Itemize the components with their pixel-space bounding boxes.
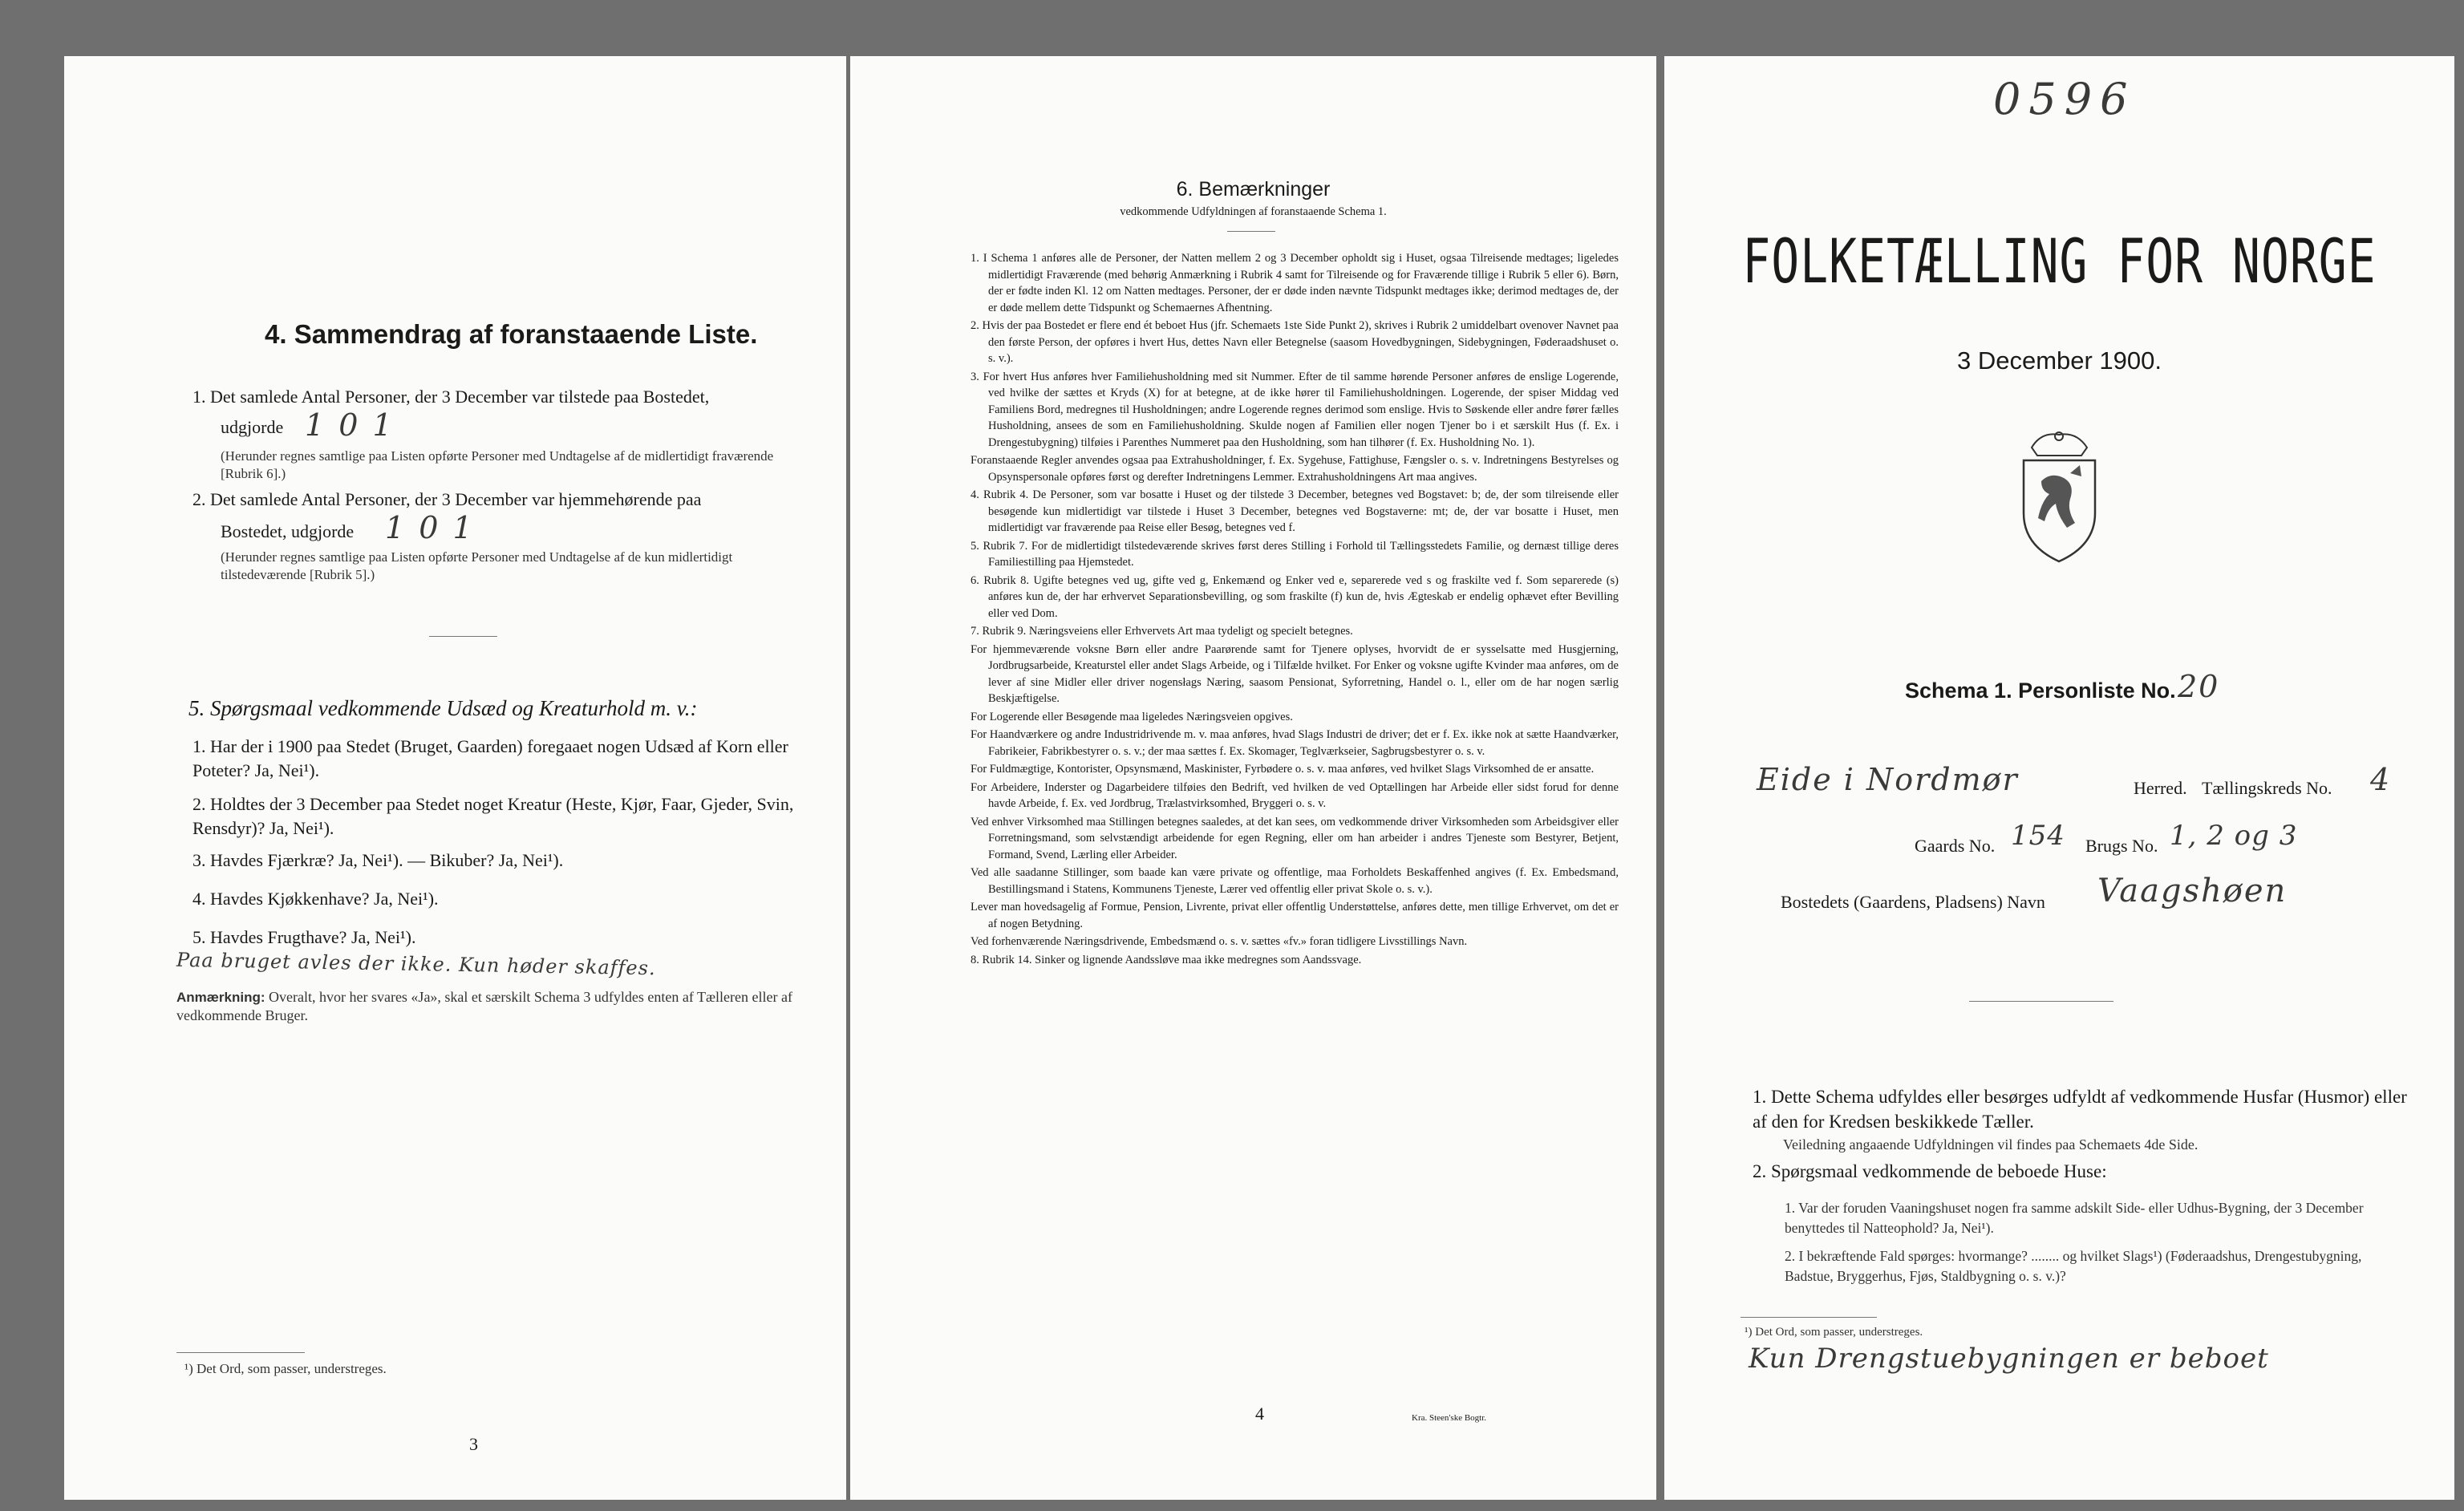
remark-2: 2. Hvis der paa Bostedet er flere end ét beboet Hus (jfr. Schemaets 1ste Side Punkt 2), skrives i Rubrik 2 umiddelbart ovenover Navnet paa den første Person, der opføres i hvert Hus, dettes Navn eller Betegnelse (saasom Hovedbygningen, Sidebygningen, Føderaadshuset o. s. v.). <box>971 319 1619 365</box>
remarks-list <box>971 250 1619 970</box>
footnote-rule <box>176 1352 305 1353</box>
item-1-prefix: udgjorde <box>221 417 284 437</box>
house-question-1: 1. Var der foruden Vaaningshuset nogen fra samme adskilt Side- eller Udhus-Bygning, der 3 December benyttedes til Natteophold? Ja, Nei¹). <box>1785 1200 2364 1236</box>
item-2-text: 2. Det samlede Antal Personer, der 3 December var hjemmehørende paa <box>192 489 702 509</box>
brugs-value: 1, 2 og 3 <box>2170 820 2298 852</box>
house-question-2: 2. I bekræftende Fald spørges: hvormange? ........ og hvilket Slags¹) (Føderaadshus, Drengestubygning, Badstue, Bryggerhus, Fjøs, Staldbygning o. s. v.)? <box>1785 1248 2362 1284</box>
page-number: 4 <box>1255 1404 1264 1424</box>
item-1-handwritten-value: 1 0 1 <box>305 407 395 443</box>
remark-7: 7. Rubrik 9. Næringsveiens eller Erhvervets Art maa tydeligt og specielt betegnes. <box>971 625 1353 638</box>
brugs-label: Brugs No. <box>2085 836 2158 856</box>
gaards-label: Gaards No. <box>1915 836 1996 856</box>
remark-7-e: For Arbeidere, Inderster og Dagarbeidere tilføies den Bedrift, ved hvilken de ved Optællingen har Arbeide eller sidst forud for denne havde Arbeide, f. Ex. ved Jordbrug, Trælastvirksomhed, Bryggeri o. s. v. <box>971 780 1619 810</box>
handwritten-note: Kun Drengstuebygningen er beboet <box>1749 1343 2269 1375</box>
form-title: FOLKETÆLLING FOR NORGE <box>1742 225 2377 298</box>
remark-7-i: Ved forhenværende Næringsdrivende, Embedsmænd o. s. v. sættes «fv.» foran tidligere Livsstillings Navn. <box>971 935 1468 948</box>
remark-7-d: For Fuldmægtige, Kontorister, Opsynsmænd, Maskinister, Fyrbødere o. s. v. maa anføres, ved hvilket Slags Virksomhed de er ansatte. <box>971 763 1595 776</box>
archive-number: 0596 <box>1993 74 2136 124</box>
remark-3-extra: Foranstaaende Regler anvendes ogsaa paa Extrahusholdninger, f. Ex. Sygehuse, Fattighuse, Fængsler o. s. v. Indretningens Bestyrelses og Opsynspersonale opføres først og derefter Indretningens Lemmer. Extrahusholdningens Art maa angives. <box>971 454 1619 484</box>
title-rule <box>1227 231 1275 232</box>
item-1-text: 1. Det samlede Antal Personer, der 3 December var tilstede paa Bostedet, <box>192 387 710 407</box>
remark-7-h: Lever man hovedsagelig af Formue, Pension, Livrente, privat eller offentlig Understøttelse, anføres dette, men tillige Erhvervet, om det er af nogen Betydning. <box>971 901 1619 930</box>
coat-of-arms-icon <box>2017 425 2101 565</box>
remark-1: 1. I Schema 1 anføres alle de Personer, der Natten mellem 2 og 3 December opholdt sig i Huset, ogsaa Tilreisende medtages; ligeledes midlertidigt Fraværende (med behørig Anmærkning i Rubrik 4 samt for Tilreisende og for Fraværende tillige i Rubrik 5 eller 6). Børn, der er fødte inden Kl. 12 om Natten medtages. Personer, der er døde inden nævnte Tidspunkt medtages ikke; derimod medtages de, der er døde mellem dette Tidspunkt og Schemaernes Afhentning. <box>971 252 1619 314</box>
page-3 <box>64 56 846 1500</box>
section-5-title: 5. Spørgsmaal vedkommende Udsæd og Kreaturhold m. v.: <box>188 696 698 720</box>
schema-label: Schema 1. Personliste No. <box>1905 679 2176 703</box>
divider <box>429 636 497 637</box>
form-date: 3 December 1900. <box>1956 346 2162 375</box>
annotation <box>176 988 818 1025</box>
question-1: 1. Har der i 1900 paa Stedet (Bruget, Gaarden) foregaaet nogen Udsæd af Korn eller Poteter? Ja, Nei¹). <box>192 736 788 780</box>
page-4 <box>850 56 1656 1500</box>
remark-7-c: For Haandværkere og andre Industridrivende m. v. maa anføres, hvad Slags Industri de driver; det er f. Ex. ikke nok at sætte Haandværker, Fabrikeier, Fabrikbestyrer o. s. v.; der maa sættes f. Ex. Skomager, Teglværkseier, Sagbrugsbestyrer o. s. v. <box>971 728 1619 758</box>
schema-number: 20 <box>2178 669 2220 704</box>
printer-mark: Kra. Steen'ske Bogtr. <box>1412 1413 1487 1423</box>
footnote: ¹) Det Ord, som passer, understreges. <box>184 1361 387 1376</box>
item-2-prefix: Bostedet, udgjorde <box>221 521 355 541</box>
annotation-text: Overalt, hvor her svares «Ja», skal et særskilt Schema 3 udfyldes enten af Tælleren eller af vedkommende Bruger. <box>176 989 792 1023</box>
instruction-2: 2. Spørgsmaal vedkommende de beboede Huse: <box>1753 1161 2107 1181</box>
annotation-label: Anmærkning: <box>176 990 265 1005</box>
remark-6: 6. Rubrik 8. Ugifte betegnes ved ug, gifte ved g, Enkemænd og Enker ved e, separerede ved s og fraskilte ved f. Som separerede (s) anføres kun de, der har erhvervet Separationsbevilling, og som fraskilte (f) kun de, hvis Ægteskab er endelig ophævet efter Bevilling eller ved Dom. <box>971 573 1619 620</box>
remark-7-g: Ved alle saadanne Stillinger, som baade kan være private og offentlige, maa Forholdets Beskaffenhed angives (f. Ex. Embedsmand, Bestillingsmand i Statens, Kommunens Tjeneste, Lærer ved offentlig eller privat Skole o. s. v.). <box>971 866 1619 896</box>
bosted-label: Bostedets (Gaardens, Pladsens) Navn <box>1781 892 2045 912</box>
kreds-label: Tællingskreds No. <box>2202 778 2332 798</box>
remark-4: 4. Rubrik 4. De Personer, som var bosatte i Huset og der tilstede 3 December, betegnes ved Bogstavet: b; de, der som tilreisende eller besøgende kun midlertidigt var tilstede i Huset 3 December, betegnes ved Bogstaverne: mt; de, der var bosatte i Huset, men midlertidigt var fraværende paa Reise eller Besøg, betegnes ved f. <box>971 488 1619 534</box>
gaards-value: 154 <box>2011 820 2065 852</box>
herred-label: Herred. <box>2134 778 2187 798</box>
bosted-value: Vaagshøen <box>2097 873 2288 909</box>
remarks-title: 6. Bemærkninger <box>1176 178 1331 201</box>
instruction-1-note: Veiledning angaaende Udfyldningen vil findes paa Schemaets 4de Side. <box>1783 1136 2199 1152</box>
question-5: 5. Havdes Frugthave? Ja, Nei¹). <box>192 927 416 947</box>
remark-8: 8. Rubrik 14. Sinker og lignende Aandssløve maa ikke medregnes som Aandssvage. <box>971 953 1362 966</box>
page-number: 3 <box>469 1434 478 1454</box>
item-2-note: (Herunder regnes samtlige paa Listen opførte Personer med Undtagelse af de kun midlertidigt tilstedeværende [Rubrik 5].) <box>221 549 733 582</box>
remark-7-a: For hjemmeværende voksne Børn eller andre Paarørende samt for Tjenere oplyses, hvorvidt de er sysselsatte med Husgjerning, Jordbrugsarbeide, Kreaturstel eller andet Slags Arbeide, og i Tilfælde hvilket. For Enker og voksne ugifte Kvinder maa anføres, om de lever af sine Midler eller driver nogensłags Næring, saasom Pensionat, Syforretning, Handel o. l., eller om de har nogen særlig Beskjæftigelse. <box>971 642 1619 705</box>
instruction-1: 1. Dette Schema udfyldes eller besørges udfyldt af vedkommende Husfar (Husmor) eller af den for Kredsen beskikkede Tæller. <box>1753 1087 2407 1132</box>
question-3: 3. Havdes Fjærkræ? Ja, Nei¹). — Bikuber? Ja, Nei¹). <box>192 850 564 870</box>
footnote-rule <box>1741 1317 1877 1318</box>
page-1-cover <box>1664 56 2454 1500</box>
item-2-handwritten-value: 1 0 1 <box>385 510 475 545</box>
kreds-value: 4 <box>2370 762 2393 797</box>
footnote: ¹) Det Ord, som passer, understreges. <box>1745 1326 1923 1339</box>
item-1-note: (Herunder regnes samtlige paa Listen opførte Personer med Undtagelse af de midlertidigt fraværende [Rubrik 6].) <box>221 448 774 481</box>
section-4-title: 4. Sammendrag af foranstaaende Liste. <box>265 319 758 349</box>
remark-7-f: Ved enhver Virksomhed maa Stillingen betegnes saaledes, at det kan sees, om vedkommende driver Virksomheden som Arbeidsgiver eller Forretningsmand, som selvstændigt arbeidende for egen Regning, eller om han arbeider i andres Tjeneste som Bestyrer, Betjent, Formand, Svend, Lærling eller Arbeider. <box>971 815 1619 861</box>
question-2: 2. Holdtes der 3 December paa Stedet noget Kreatur (Heste, Kjør, Faar, Gjeder, Svin, Rensdyr)? Ja, Nei¹). <box>192 794 794 838</box>
handwritten-note: Paa bruget avles der ikke. Kun høder skaffes. <box>176 948 656 980</box>
remark-7-b: For Logerende eller Besøgende maa ligeledes Næringsveien opgives. <box>971 710 1293 723</box>
question-4: 4. Havdes Kjøkkenhave? Ja, Nei¹). <box>192 889 439 909</box>
divider <box>1969 1001 2113 1002</box>
remarks-subtitle: vedkommende Udfyldningen af foranstaaende Schema 1. <box>1120 205 1387 218</box>
remark-3: 3. For hvert Hus anføres hver Familiehusholdning med sit Nummer. Efter de til samme hørende Personer anføres de enslige Logerende, ved hvilke der sættes et Kryds (X) for at betegne, at de ikke hører til Familiehusholdningen. Logerende, der spiser Middag ved Familiens Bord, medregnes til Husholdningen; andre Logerende regnes derimod som enslige. Hvis to Søskende eller andre fører fælles Husholdning, ansees de som en Familiehusholdning. Skulde nogen af Familien eller nogen Tjener bo i et særskilt Hus (f. Ex. i Drengestubygning) tilføies i Parenthes Nummeret paa den Husholdning, som han tilhører (f. Ex. Husholdning No. 1). <box>971 370 1619 449</box>
herred-value: Eide i Nordmør <box>1757 762 2019 797</box>
remark-5: 5. Rubrik 7. For de midlertidigt tilstedeværende skrives først deres Stilling i Forhold til Tællingsstedets Familie, og dernæst tillige deres Familiestilling paa Hjemstedet. <box>971 539 1619 569</box>
